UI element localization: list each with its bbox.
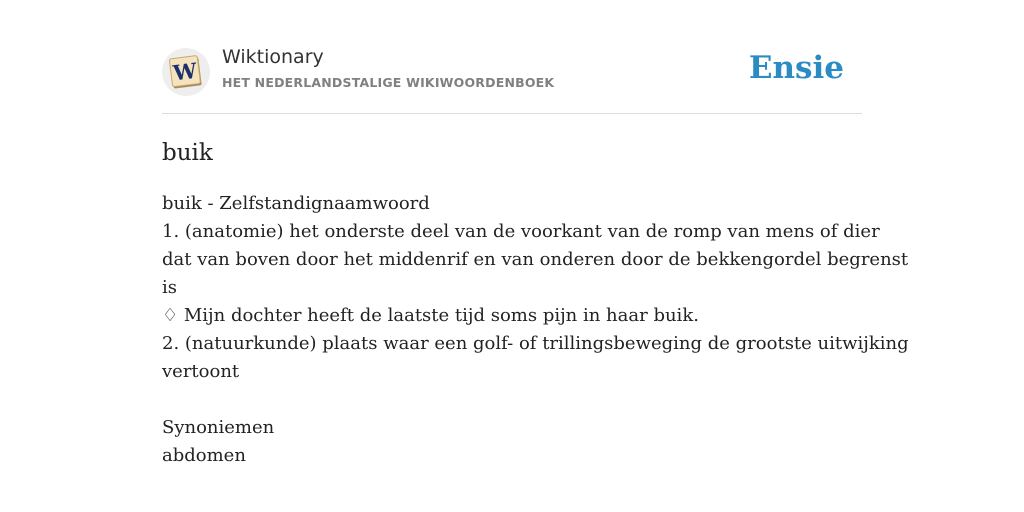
part-of-speech-line: buik - Zelfstandignaamwoord xyxy=(162,193,430,214)
entry-headword: buik xyxy=(162,140,213,166)
spacer xyxy=(162,386,872,414)
ensie-brand-link[interactable]: Ensie xyxy=(748,50,844,86)
site-header xyxy=(162,40,862,114)
sense-1-line-1: 1. (anatomie) het onderste deel van de voorkant van de romp van mens of dier xyxy=(162,221,880,242)
sense-2-line-1: 2. (natuurkunde) plaats waar een golf- of trillingsbeweging de grootste uitwijking xyxy=(162,333,909,354)
wiktionary-logo-icon[interactable] xyxy=(162,48,210,96)
example-sentence: ♢ Mijn dochter heeft de laatste tijd soms pijn in haar buik. xyxy=(162,305,699,326)
sense-2-line-2: vertoont xyxy=(162,361,240,382)
synonyms-heading: Synoniemen xyxy=(162,417,275,438)
synonym-item: abdomen xyxy=(162,445,246,466)
entry-content xyxy=(162,136,909,470)
site-subtitle: HET NEDERLANDSTALIGE WIKIWOORDENBOEK xyxy=(222,75,555,90)
logo-letter: W xyxy=(171,57,199,86)
sense-1-line-2: dat van boven door het middenrif en van onderen door de bekkengordel begrenst xyxy=(162,249,909,270)
site-title[interactable]: Wiktionary xyxy=(222,46,324,68)
sense-1-line-3: is xyxy=(162,277,177,298)
